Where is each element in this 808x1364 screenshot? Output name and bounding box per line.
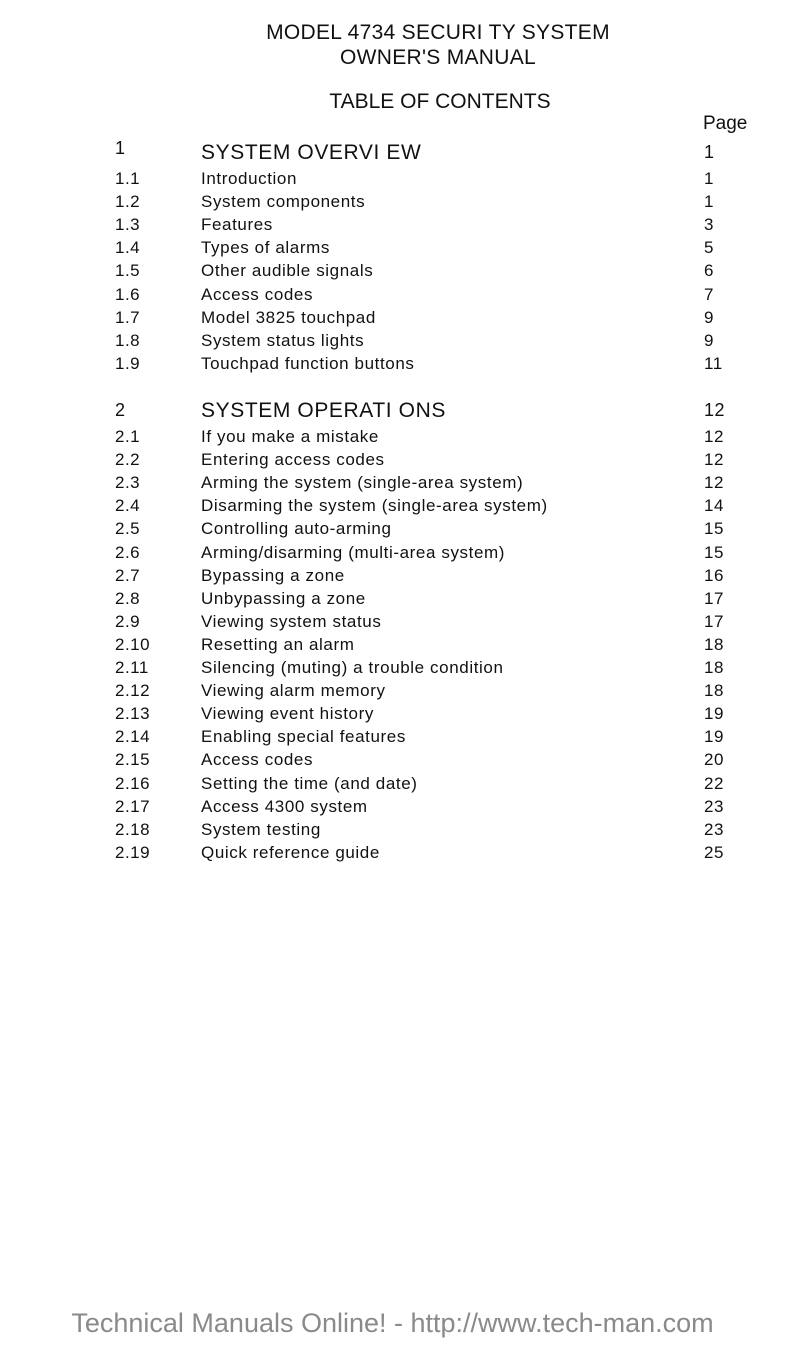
entry-title: Viewing system status bbox=[201, 611, 382, 631]
entry-page: 17 bbox=[704, 611, 724, 631]
entry-number: 2.12 bbox=[115, 681, 151, 701]
entry-title: Quick reference guide bbox=[201, 842, 380, 862]
entry-page: 15 bbox=[704, 519, 724, 539]
toc-entry-row[interactable] bbox=[0, 167, 808, 190]
toc-entry-row[interactable] bbox=[0, 329, 808, 352]
entry-title: Introduction bbox=[201, 169, 298, 188]
toc-entry-row[interactable] bbox=[0, 633, 808, 656]
entry-number: 1.5 bbox=[115, 261, 141, 281]
entry-page: 3 bbox=[704, 215, 714, 235]
toc-entry-row[interactable] bbox=[0, 190, 808, 213]
entry-page: 12 bbox=[704, 427, 724, 446]
entry-page: 12 bbox=[704, 450, 724, 470]
entry-number: 1.7 bbox=[115, 307, 141, 327]
entry-title: Other audible signals bbox=[201, 261, 374, 281]
entry-number: 2.6 bbox=[115, 542, 141, 562]
toc-section-row[interactable] bbox=[0, 138, 808, 164]
entry-page: 18 bbox=[704, 681, 724, 701]
entry-page: 1 bbox=[704, 169, 714, 188]
entry-title: Unbypassing a zone bbox=[201, 588, 366, 608]
entry-number: 2.11 bbox=[115, 658, 149, 677]
entry-number: 1.2 bbox=[115, 192, 141, 212]
entry-title: Arming the system (single-area system) bbox=[201, 473, 524, 493]
entry-page: 9 bbox=[704, 307, 714, 327]
toc-entry-row[interactable] bbox=[0, 283, 808, 306]
toc-entry-row[interactable] bbox=[0, 841, 808, 864]
toc-entry-row[interactable] bbox=[0, 517, 808, 540]
toc-entry-row[interactable] bbox=[0, 610, 808, 633]
section-number: 1 bbox=[115, 138, 126, 158]
entry-page: 11 bbox=[704, 353, 723, 373]
entry-page: 14 bbox=[704, 496, 724, 516]
entry-title: Controlling auto-arming bbox=[201, 519, 392, 539]
manual-title: MODEL 4734 SECURI TY SYSTEM bbox=[266, 21, 610, 44]
toc-entry-row[interactable] bbox=[0, 725, 808, 748]
entry-number: 2.1 bbox=[115, 427, 141, 446]
entry-page: 15 bbox=[704, 542, 724, 562]
entry-page: 23 bbox=[704, 819, 724, 839]
toc-entry-row[interactable] bbox=[0, 494, 808, 517]
entry-page: 18 bbox=[704, 658, 724, 677]
entry-page: 9 bbox=[704, 330, 714, 350]
entry-title: Access 4300 system bbox=[201, 796, 368, 816]
toc-entry-row[interactable] bbox=[0, 772, 808, 795]
entry-title: Arming/disarming (multi-area system) bbox=[201, 542, 506, 562]
entry-number: 2.5 bbox=[115, 519, 141, 539]
toc-entry-row[interactable] bbox=[0, 471, 808, 494]
toc-entry-row[interactable] bbox=[0, 564, 808, 587]
section-title: SYSTEM OPERATI ONS bbox=[201, 399, 446, 422]
toc-entry-row[interactable] bbox=[0, 425, 808, 448]
entry-number: 1.8 bbox=[115, 330, 141, 350]
toc-entry-row[interactable] bbox=[0, 679, 808, 702]
entry-page: 7 bbox=[704, 284, 714, 304]
entry-page: 1 bbox=[704, 192, 714, 212]
entry-number: 2.18 bbox=[115, 819, 151, 839]
entry-number: 1.1 bbox=[115, 169, 141, 188]
toc-heading: TABLE OF CONTENTS bbox=[329, 90, 551, 113]
entry-title: Types of alarms bbox=[201, 238, 330, 258]
entry-page: 20 bbox=[704, 750, 724, 770]
entry-page: 12 bbox=[704, 473, 724, 493]
toc-entry-row[interactable] bbox=[0, 236, 808, 259]
toc-entry-row[interactable] bbox=[0, 213, 808, 236]
entry-title: Resetting an alarm bbox=[201, 634, 355, 654]
section-page: 12 bbox=[704, 400, 726, 420]
section-page: 1 bbox=[704, 142, 715, 162]
entry-title: Silencing (muting) a trouble condition bbox=[201, 658, 504, 677]
toc-entry-row[interactable] bbox=[0, 448, 808, 471]
entry-page: 16 bbox=[704, 565, 724, 585]
entry-number: 1.4 bbox=[115, 238, 141, 258]
entry-title: If you make a mistake bbox=[201, 427, 379, 446]
entry-page: 5 bbox=[704, 238, 714, 258]
entry-number: 1.9 bbox=[115, 353, 141, 373]
toc-entry-row[interactable] bbox=[0, 656, 808, 679]
entry-title: Enabling special features bbox=[201, 727, 406, 747]
entry-title: System status lights bbox=[201, 330, 365, 350]
footer-watermark[interactable]: Technical Manuals Online! - http://www.tech-man.com bbox=[71, 1308, 714, 1338]
entry-page: 19 bbox=[704, 704, 724, 724]
entry-title: Viewing alarm memory bbox=[201, 681, 386, 701]
entry-title: Features bbox=[201, 215, 273, 235]
entry-title: Viewing event history bbox=[201, 704, 374, 724]
entry-number: 2.4 bbox=[115, 496, 141, 516]
toc-entry-row[interactable] bbox=[0, 818, 808, 841]
entry-title: Access codes bbox=[201, 284, 314, 304]
toc-entry-row[interactable] bbox=[0, 587, 808, 610]
entry-page: 23 bbox=[704, 796, 724, 816]
entry-title: Bypassing a zone bbox=[201, 565, 345, 585]
entry-number: 2.15 bbox=[115, 750, 151, 770]
manual-subtitle: OWNER'S MANUAL bbox=[339, 46, 537, 69]
entry-title: System testing bbox=[201, 819, 321, 839]
entry-page: 22 bbox=[704, 773, 724, 793]
toc-entry-row[interactable] bbox=[0, 541, 808, 564]
toc-entry-row[interactable] bbox=[0, 748, 808, 771]
entry-page: 6 bbox=[704, 261, 714, 281]
entry-number: 2.7 bbox=[115, 565, 141, 585]
entry-number: 1.3 bbox=[115, 215, 141, 235]
entry-page: 17 bbox=[704, 588, 724, 608]
toc-entry-row[interactable] bbox=[0, 306, 808, 329]
entry-title: Disarming the system (single-area system) bbox=[201, 496, 548, 516]
entry-title: Model 3825 touchpad bbox=[201, 307, 376, 327]
entry-title: System components bbox=[201, 192, 366, 212]
entry-number: 2.2 bbox=[115, 450, 141, 470]
toc-entry-row[interactable] bbox=[0, 795, 808, 818]
entry-title: Access codes bbox=[201, 750, 314, 770]
entry-number: 2.3 bbox=[115, 473, 141, 493]
entry-number: 2.8 bbox=[115, 588, 141, 608]
entry-title: Setting the time (and date) bbox=[201, 773, 418, 793]
entry-number: 2.9 bbox=[115, 611, 141, 631]
toc-section-row[interactable] bbox=[0, 399, 808, 422]
entry-number: 2.14 bbox=[115, 727, 151, 747]
entry-page: 25 bbox=[704, 842, 724, 862]
entry-number: 2.17 bbox=[115, 796, 151, 816]
entry-page: 18 bbox=[704, 634, 724, 654]
entry-title: Touchpad function buttons bbox=[201, 353, 415, 373]
entry-number: 2.13 bbox=[115, 704, 151, 724]
toc-entry-row[interactable] bbox=[0, 352, 808, 375]
entry-page: 19 bbox=[704, 727, 724, 747]
entry-title: Entering access codes bbox=[201, 450, 385, 470]
section-number: 2 bbox=[115, 400, 126, 420]
entry-number: 2.19 bbox=[115, 842, 151, 862]
section-title: SYSTEM OVERVI EW bbox=[201, 141, 422, 164]
toc-entry-row[interactable] bbox=[0, 259, 808, 282]
entry-number: 2.16 bbox=[115, 773, 151, 793]
entry-number: 1.6 bbox=[115, 284, 141, 304]
entry-number: 2.10 bbox=[115, 634, 151, 654]
toc-entry-row[interactable] bbox=[0, 702, 808, 725]
page-column-label: Page bbox=[703, 113, 748, 134]
